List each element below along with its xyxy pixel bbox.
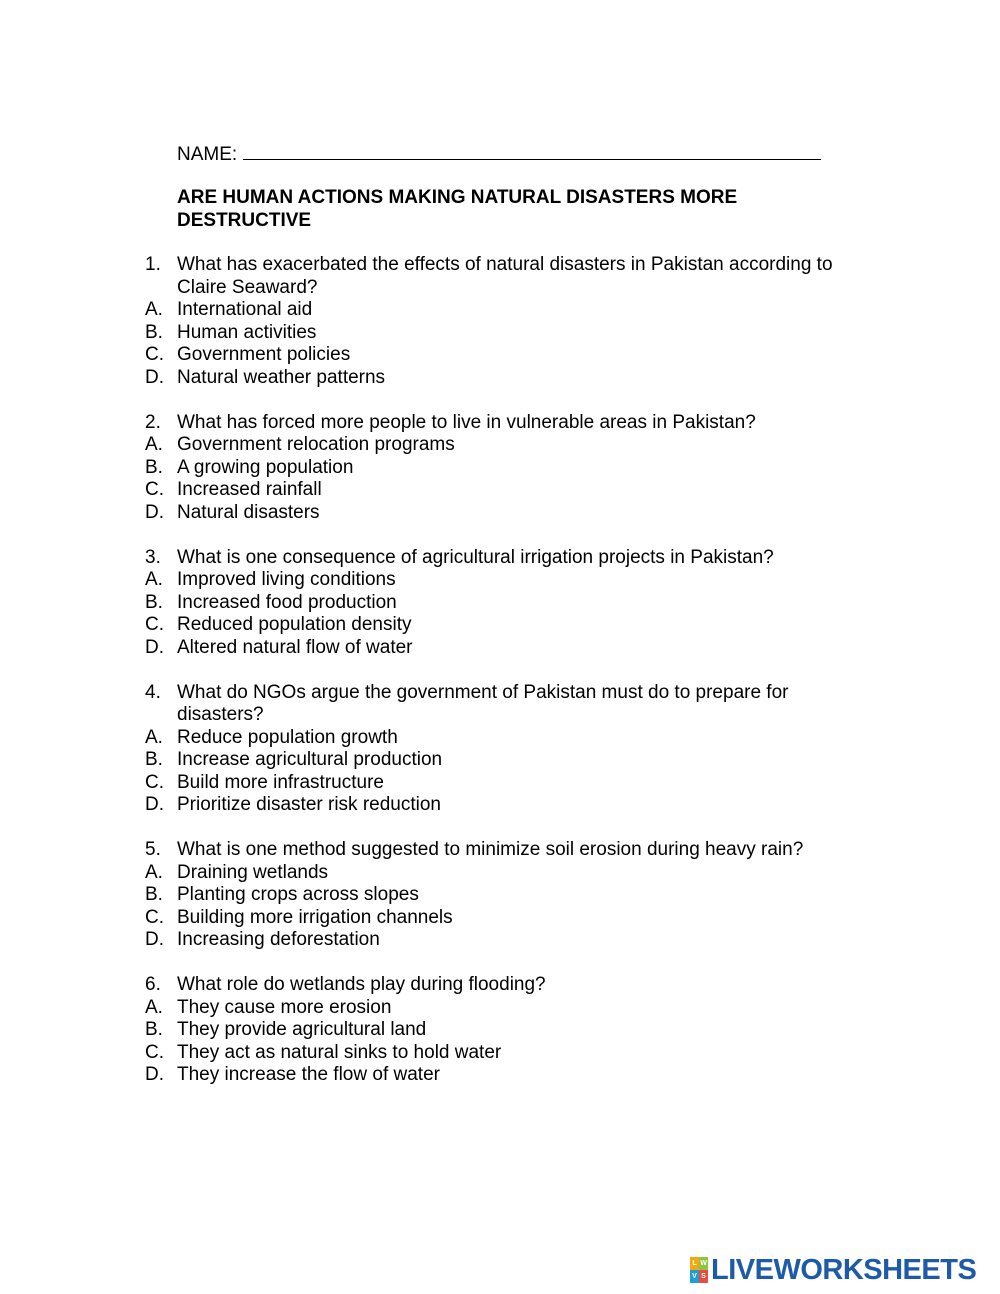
question-stem — [145, 412, 875, 435]
option-letter: C. — [145, 614, 164, 636]
answer-option[interactable] — [145, 1019, 875, 1042]
answer-option[interactable] — [145, 457, 875, 480]
option-text: A growing population — [177, 456, 354, 478]
option-letter: B. — [145, 321, 163, 343]
question-1 — [145, 254, 875, 390]
question-6 — [145, 974, 875, 1087]
option-text: Increased rainfall — [177, 479, 322, 501]
logo-icon-tile: L — [690, 1257, 699, 1270]
question-number: 5. — [145, 839, 161, 861]
answer-option[interactable] — [145, 907, 875, 930]
option-text: They increase the flow of water — [177, 1064, 440, 1086]
option-text: International aid — [177, 299, 313, 321]
question-stem — [145, 547, 875, 570]
option-text: Reduce population growth — [177, 726, 398, 748]
question-text: What has exacerbated the effects of natural disasters in Pakistan according to Claire Seaward? — [177, 254, 833, 298]
option-text: They cause more erosion — [177, 996, 392, 1018]
option-text: Natural disasters — [177, 501, 320, 523]
option-text: They provide agricultural land — [177, 1019, 427, 1041]
logo-icon-tile: V — [690, 1270, 699, 1283]
question-5 — [145, 839, 875, 952]
worksheet-title: ARE HUMAN ACTIONS MAKING NATURAL DISASTERS MORE DESTRUCTIVE — [177, 187, 738, 231]
question-stem — [145, 254, 875, 299]
option-letter: A. — [145, 726, 163, 748]
question-text: What is one consequence of agricultural irrigation projects in Pakistan? — [177, 546, 774, 568]
option-text: Reduced population density — [177, 614, 412, 636]
answer-option[interactable] — [145, 299, 875, 322]
option-letter: B. — [145, 1019, 163, 1041]
answer-option[interactable] — [145, 1064, 875, 1087]
answer-option[interactable] — [145, 997, 875, 1020]
option-letter: A. — [145, 861, 163, 883]
question-list — [145, 254, 875, 1109]
answer-option[interactable] — [145, 569, 875, 592]
answer-option[interactable] — [145, 322, 875, 345]
question-stem — [145, 839, 875, 862]
answer-option[interactable] — [145, 479, 875, 502]
answer-option[interactable] — [145, 749, 875, 772]
option-letter: B. — [145, 749, 163, 771]
name-label: NAME: — [177, 144, 238, 165]
answer-option[interactable] — [145, 502, 875, 525]
option-letter: B. — [145, 456, 163, 478]
answer-option[interactable] — [145, 772, 875, 795]
option-text: Build more infrastructure — [177, 771, 384, 793]
question-number: 1. — [145, 254, 161, 275]
option-text: Increasing deforestation — [177, 929, 380, 951]
liveworksheets-logo — [690, 1253, 976, 1287]
answer-option[interactable] — [145, 367, 875, 390]
answer-option[interactable] — [145, 862, 875, 885]
option-text: Improved living conditions — [177, 569, 396, 591]
answer-option[interactable] — [145, 344, 875, 367]
option-letter: D. — [145, 366, 164, 388]
option-text: Building more irrigation channels — [177, 906, 453, 928]
question-number: 6. — [145, 974, 161, 996]
liveworksheets-logo-text: LIVEWORKSHEETS — [711, 1253, 977, 1286]
option-text: Human activities — [177, 321, 317, 343]
option-text: Government policies — [177, 344, 351, 366]
answer-option[interactable] — [145, 794, 875, 817]
answer-option[interactable] — [145, 884, 875, 907]
option-letter: D. — [145, 501, 164, 523]
answer-option[interactable] — [145, 592, 875, 615]
option-text: Natural weather patterns — [177, 366, 386, 388]
option-text: Draining wetlands — [177, 861, 329, 883]
option-text: Prioritize disaster risk reduction — [177, 794, 441, 816]
answer-option[interactable] — [145, 434, 875, 457]
option-letter: D. — [145, 794, 164, 816]
option-letter: C. — [145, 771, 164, 793]
option-letter: A. — [145, 299, 163, 321]
option-letter: A. — [145, 569, 163, 591]
question-stem — [145, 974, 875, 997]
logo-icon-tile: W — [699, 1257, 708, 1270]
option-letter: D. — [145, 636, 164, 658]
option-letter: C. — [145, 906, 164, 928]
logo-icon-tile: S — [699, 1270, 708, 1283]
answer-option[interactable] — [145, 727, 875, 750]
question-4 — [145, 682, 875, 818]
option-letter: D. — [145, 1064, 164, 1086]
option-text: Increase agricultural production — [177, 749, 443, 771]
liveworksheets-logo-icon — [690, 1257, 708, 1283]
option-letter: D. — [145, 929, 164, 951]
question-text: What do NGOs argue the government of Pakistan must do to prepare for disasters? — [177, 681, 789, 726]
question-number: 4. — [145, 681, 161, 703]
answer-option[interactable] — [145, 637, 875, 660]
answer-option[interactable] — [145, 614, 875, 637]
option-letter: C. — [145, 344, 164, 366]
answer-option[interactable] — [145, 929, 875, 952]
option-letter: C. — [145, 479, 164, 501]
question-text: What is one method suggested to minimize soil erosion during heavy rain? — [177, 839, 804, 861]
question-text: What role do wetlands play during flooding? — [177, 974, 546, 996]
option-letter: B. — [145, 591, 163, 613]
question-text: What has forced more people to live in vulnerable areas in Pakistan? — [177, 411, 756, 433]
question-number: 3. — [145, 546, 161, 568]
answer-option[interactable] — [145, 1042, 875, 1065]
option-letter: B. — [145, 884, 163, 906]
option-letter: A. — [145, 434, 163, 456]
option-text: Government relocation programs — [177, 434, 455, 456]
option-text: Altered natural flow of water — [177, 636, 413, 658]
option-text: They act as natural sinks to hold water — [177, 1041, 502, 1063]
option-letter: C. — [145, 1041, 164, 1063]
option-letter: A. — [145, 996, 163, 1018]
question-2 — [145, 412, 875, 525]
question-3 — [145, 547, 875, 660]
option-text: Planting crops across slopes — [177, 884, 419, 906]
option-text: Increased food production — [177, 591, 397, 613]
name-blank-line[interactable] — [243, 141, 821, 160]
name-field-row — [177, 141, 821, 167]
question-number: 2. — [145, 411, 161, 433]
question-stem — [145, 682, 875, 727]
